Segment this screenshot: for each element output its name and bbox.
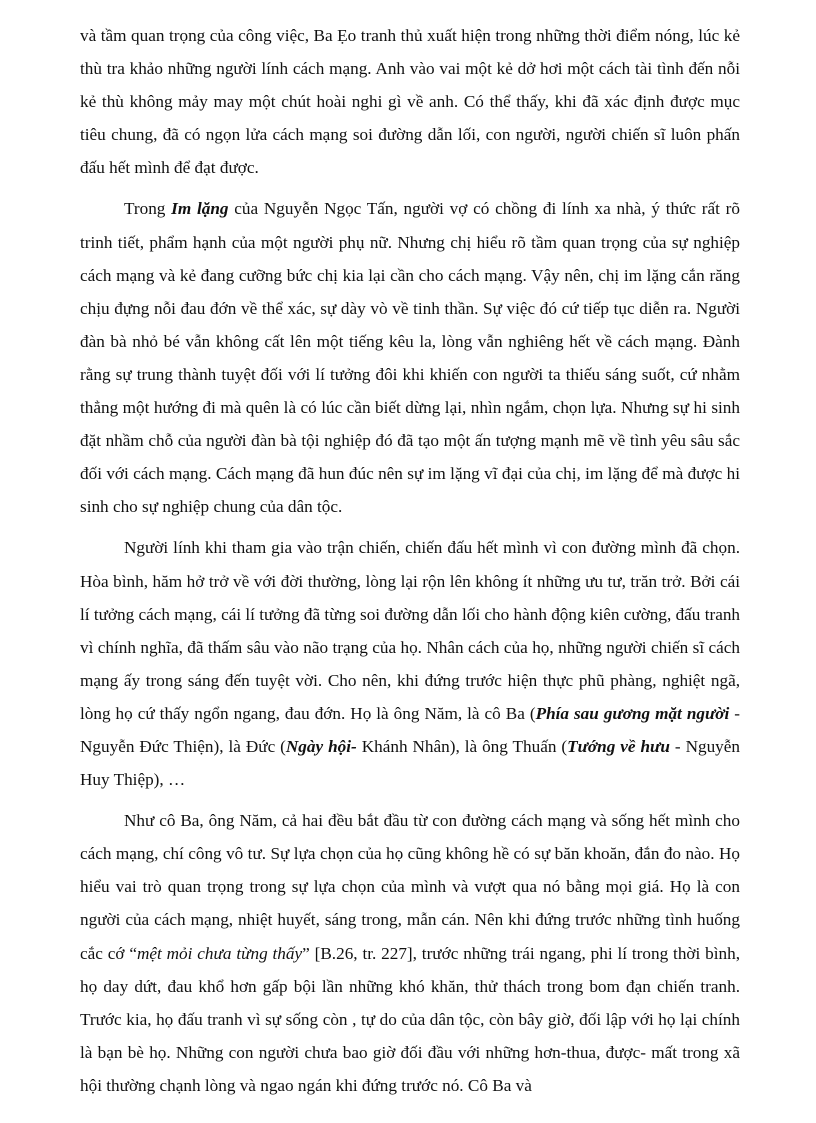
document-page bbox=[80, 19, 740, 1102]
paragraph bbox=[80, 19, 740, 184]
text-run: Trong bbox=[124, 199, 172, 219]
paragraph bbox=[80, 531, 740, 796]
text-run: Khánh Nhân), là ông Thuấn ( bbox=[356, 736, 568, 756]
paragraph bbox=[80, 192, 740, 523]
text-run: Như cô Ba, ông Năm, cả hai đều bắt đầu từ con đường cách mạng và sống hết mình cho cách mạng, chí công vô tư. Sự lựa chọn của họ cũng không hề có sự băn khoăn, đắn đo nào. Họ hiểu vai trò quan trọng trong sự lựa chọn của mình và vượt qua nó bằng mọi giá. Họ là con người của cách mạng, nhiệt huyết, sáng trong, mẫn cán. Nên khi đứng trước những tình huống cắc cớ “ bbox=[80, 811, 740, 963]
text-run: - Nguyễn Huy Thiệp), … bbox=[80, 736, 740, 790]
text-run: - Nguyễn Đức Thiện), là Đức ( bbox=[80, 703, 740, 756]
work-title: Phía sau gương mặt người bbox=[535, 703, 730, 723]
text-run: Người lính khi tham gia vào trận chiến, chiến đấu hết mình vì con đường mình đã chọn. Hòa bình, hăm hở trở về với đời thường, lòng lại rộn lên không ít những ưu tư, trăn trở. Bởi cái lí tưởng cách mạng, cái lí tưởng đã từng soi đường dẫn lối cho hành động kiên cường, đấu tranh vì chính nghĩa, đã thấm sâu vào não trạng của họ. Nhân cách của họ, những người chiến sĩ cách mạng ấy trong sáng đến tuyệt vời. Cho nên, khi đứng trước hiện thực phũ phàng, nghiệt ngã, lòng họ cứ thấy ngổn ngang, đau đớn. Họ là ông Năm, là cô Ba ( bbox=[80, 538, 741, 723]
paragraph bbox=[80, 804, 740, 1102]
text-run: ” [B.26, tr. 227], trước những trái ngang, phi lí trong thời bình, họ day dứt, đau khổ hơn gấp bội lần những khó khăn, thử thách trong bom đạn chiến tranh. Trước kia, họ đấu tranh vì sự sống còn , tự do của dân tộc, còn bây giờ, đối lập với họ lại chính là bạn bè họ. Những con người chưa bao giờ đối đầu với những hơn-thua, được- mất trong xã hội thường chạnh lòng và ngao ngán khi đứng trước nó. Cô Ba và bbox=[80, 943, 740, 1095]
text-run: và tầm quan trọng của công việc, Ba Ẹo tranh thủ xuất hiện trong những thời điểm nóng, lúc kẻ thù tra khảo những người lính cách mạng. Anh vào vai một kẻ dở hơi một cách tài tình đến nỗi kẻ thù không mảy may một chút hoài nghi gì về anh. Có thể thấy, khi đã xác định được mục tiêu chung, đã có ngọn lửa cách mạng soi đường dẫn lối, con người, người chiến sĩ luôn phấn đấu hết mình để đạt được. bbox=[80, 26, 740, 178]
quotation: mệt mỏi chưa từng thấy bbox=[136, 943, 303, 963]
work-title: Ngày hội- bbox=[285, 736, 357, 756]
text-run: của Nguyễn Ngọc Tấn, người vợ có chồng đi lính xa nhà, ý thức rất rõ trinh tiết, phẩm hạnh của một người phụ nữ. Nhưng chị hiểu rõ tầm quan trọng của sự nghiệp cách mạng và kẻ đang cưỡng bức chị kia lại cần cho cách mạng. Vậy nên, chị im lặng cắn răng chịu đựng nỗi đau đớn về thể xác, sự dày vò về tinh thần. Sự việc đó cứ tiếp tục diễn ra. Người đàn bà nhỏ bé vẫn không cất lên một tiếng kêu la, lòng vẫn nghiêng hết về cách mạng. Đành rằng sự trung thành tuyệt đối với lí tưởng đôi khi khiến con người ta thiếu sáng suốt, cứ nhằm thẳng một hướng đi mà quên là có lúc cần biết dừng lại, nhìn ngắm, chọn lựa. Nhưng sự hi sinh đặt nhầm chỗ của người đàn bà tội nghiệp đó đã tạo một ấn tượng mạnh mẽ về tình yêu sâu sắc đối với cách mạng. Cách mạng đã hun đúc nên sự im lặng vĩ đại của chị, im lặng để mà được hi sinh cho sự nghiệp chung của dân tộc. bbox=[80, 199, 740, 517]
work-title: Im lặng bbox=[171, 199, 229, 219]
work-title: Tướng về hưu bbox=[567, 736, 670, 756]
